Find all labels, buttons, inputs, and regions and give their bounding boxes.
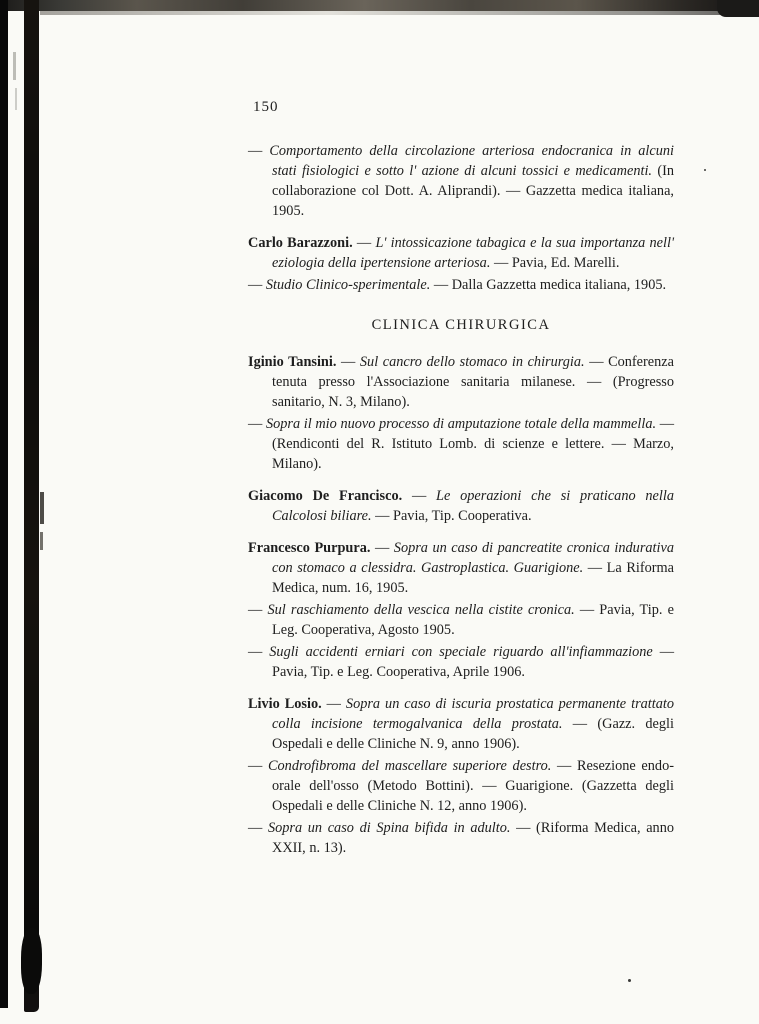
entry-segment-bold: Livio Losio. xyxy=(248,696,322,712)
bibliography-entry xyxy=(248,414,674,474)
entry-segment-italic: Sopra un caso di Spina bifida in adulto. xyxy=(267,820,511,836)
bibliography-entry xyxy=(248,642,674,682)
entry-segment-normal: — xyxy=(321,696,346,712)
entry-segment-normal: — xyxy=(248,644,270,660)
scan-top-edge-shadow xyxy=(40,11,759,15)
bibliography-entry xyxy=(248,538,674,598)
entry-segment-normal: — Pavia, Tip. e Leg. Cooperativa, Agosto 1905. xyxy=(272,602,674,638)
bibliography-entry xyxy=(248,233,674,273)
bibliography-entry xyxy=(248,141,674,221)
entry-segment-italic: Sul cancro dello stomaco in chirurgia. xyxy=(359,354,585,370)
scan-left-edge xyxy=(0,0,8,1008)
entry-segment-bold: Iginio Tansini. xyxy=(248,354,337,370)
page-number: 150 xyxy=(253,99,279,115)
entry-segment-normal: (In collaborazione col Dott. A. Aliprandi). — Gazzetta medica italiana, 1905. xyxy=(272,163,674,219)
entry-segment-normal: — xyxy=(248,277,266,293)
bibliography-entry xyxy=(248,275,674,295)
entry-segment-italic: Sopra un caso di iscuria prostatica permanente trattato colla incisione termogalvanica della prostata. xyxy=(272,696,675,732)
entry-segment-normal: — Dalla Gazzetta medica italiana, 1905. xyxy=(430,277,667,293)
scan-top-edge xyxy=(0,0,759,11)
pencil-mark xyxy=(13,52,16,80)
entry-segment-normal: — Pavia, Tip. Cooperativa. xyxy=(371,508,532,524)
entry-segment-italic: Sugli accidenti erniari con speciale riguardo all'infiammazione xyxy=(269,644,653,660)
entry-segment-italic: Sul raschiamento della vescica nella cistite cronica. xyxy=(267,602,575,618)
entry-segment-normal: — xyxy=(352,235,376,251)
entry-segment-normal: — xyxy=(402,488,437,504)
binding-shadow-blob xyxy=(21,928,42,994)
entry-segment-normal: — (Rendiconti del R. Istituto Lomb. di scienze e lettere. — Marzo, Milano). xyxy=(272,416,674,472)
pencil-mark xyxy=(15,88,17,110)
entry-segment-normal: — xyxy=(248,602,268,618)
entry-segment-normal: — xyxy=(370,540,394,556)
entry-segment-italic: L' intossicazione tabagica e la sua importanza nell' eziologia della ipertensione arteriosa. xyxy=(272,235,675,271)
ink-speck xyxy=(704,169,706,171)
entry-segment-normal: — Resezione endo-orale dell'osso (Metodo Bottini). — Guarigione. (Gazzetta degli Ospedali e delle Cliniche N. 12, anno 1906). xyxy=(272,758,674,814)
entry-segment-italic: Sopra un caso di pancreatite cronica indurativa con stomaco a clessidra. Gastroplastica. Guarigione. xyxy=(272,540,674,576)
bibliography-entry xyxy=(248,756,674,816)
entry-segment-bold: Francesco Purpura. xyxy=(248,540,371,556)
bibliography-entry xyxy=(248,600,674,640)
entry-segment-normal: — xyxy=(248,758,268,774)
entry-segment-normal: — La Riforma Medica, num. 16, 1905. xyxy=(272,560,674,596)
ink-speck xyxy=(628,979,631,982)
bibliography-entry xyxy=(248,352,674,412)
entry-segment-normal: — (Riforma Medica, anno XXII, n. 13). xyxy=(272,820,674,856)
binding-shadow xyxy=(24,0,39,1012)
entry-segment-bold: Carlo Barazzoni. xyxy=(248,235,353,251)
entry-segment-normal: — xyxy=(248,416,266,432)
bibliography-entry xyxy=(248,818,674,858)
entry-segment-normal: — Conferenza tenuta presso l'Associazione sanitaria milanese. — (Progresso sanitario, N. 3, Milano). xyxy=(272,354,674,410)
entry-segment-normal: — Pavia, Ed. Marelli. xyxy=(490,255,620,271)
entry-segment-italic: Studio Clinico-sperimentale. xyxy=(265,277,431,293)
section-heading: CLINICA CHIRURGICA xyxy=(371,317,551,333)
entry-segment-normal: — xyxy=(248,143,270,159)
entry-segment-italic: Comportamento della circolazione arteriosa endocranica in alcuni stati fisiologici e sotto l' azione di alcuni tossici e medicamenti. xyxy=(269,143,674,179)
entry-segment-italic: Condrofibroma del mascellare superiore destro. xyxy=(267,758,552,774)
entry-segment-bold: Giacomo De Francisco. xyxy=(248,488,403,504)
pencil-mark xyxy=(40,492,44,524)
pencil-mark xyxy=(40,532,43,550)
entry-segment-italic: Le operazioni che si praticano nella Calcolosi biliare. xyxy=(272,488,674,524)
entry-segment-normal: — xyxy=(248,820,268,836)
entry-segment-normal: — (Gazz. degli Ospedali e delle Cliniche N. 9, anno 1906). xyxy=(272,716,674,752)
bibliography xyxy=(248,141,674,860)
bibliography-entry xyxy=(248,694,674,754)
bibliography-entry xyxy=(248,486,674,526)
entry-segment-italic: Sopra il mio nuovo processo di amputazione totale della mammella. xyxy=(265,416,657,432)
entry-segment-normal: — xyxy=(336,354,360,370)
entry-segment-normal: — Pavia, Tip. e Leg. Cooperativa, Aprile 1906. xyxy=(272,644,674,680)
scan-top-right-corner xyxy=(717,0,759,17)
